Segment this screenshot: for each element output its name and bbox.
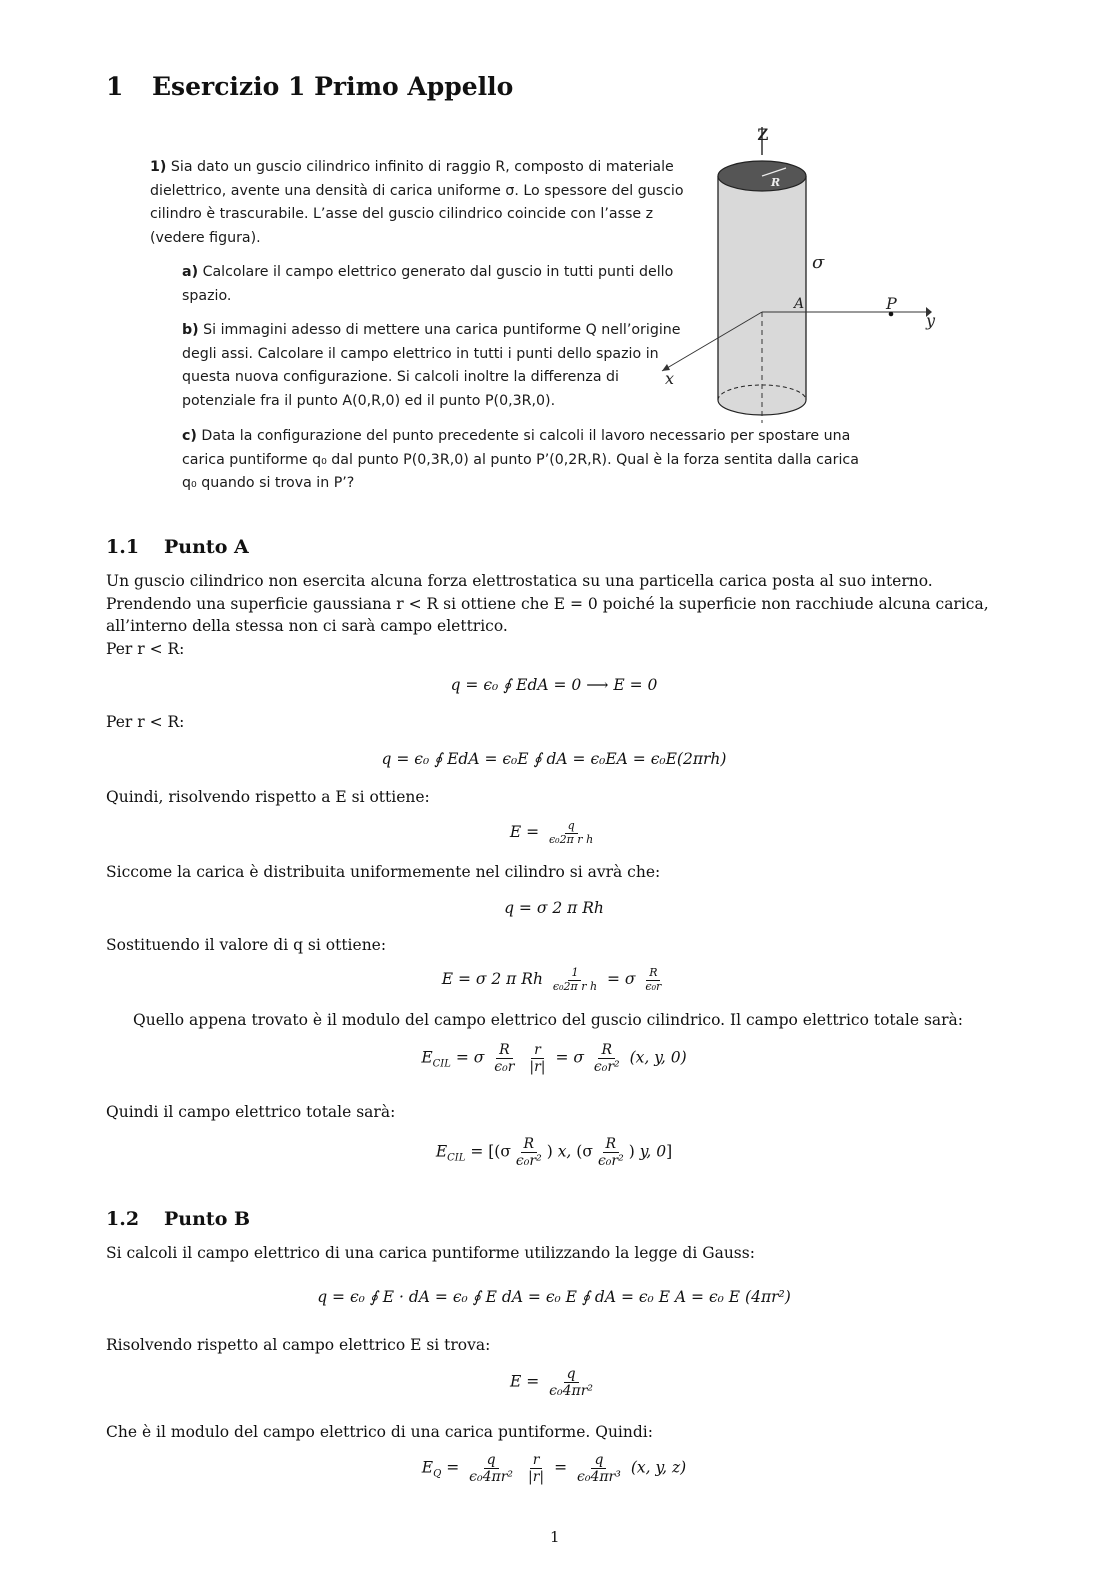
- eq-subscript: CIL: [447, 1152, 466, 1164]
- problem-part-a: [182, 261, 673, 308]
- part-c-label: c): [182, 428, 197, 444]
- eq-lhs: E: [421, 1048, 433, 1067]
- paragraph-line: Siccome la carica è distribuita uniformemente nel cilindro si avrà che:: [106, 863, 661, 881]
- eq-mid: = σ: [606, 970, 636, 989]
- x-axis-label: x: [665, 369, 675, 388]
- intro-line: dielettrico, avente una densità di carica uniforme σ. Lo spessore del guscio: [150, 182, 684, 199]
- case-label: Per r < R:: [106, 713, 185, 731]
- radius-label: R: [771, 176, 781, 189]
- part-b-line: potenziale fra il punto A(0,R,0) ed il punto P(0,3R,0).: [182, 392, 556, 409]
- frac-numerator: q: [591, 1452, 606, 1469]
- equation-charge: q = σ 2 π Rh: [504, 899, 604, 917]
- subsection-heading-a: [106, 536, 249, 558]
- subsection-heading-b: [106, 1208, 250, 1230]
- eq-tail: (x, y, 0): [629, 1048, 687, 1067]
- eq-component: x,: [557, 1142, 572, 1161]
- paragraph-line: Sostituendo il valore di q si ottiene:: [106, 936, 387, 954]
- problem-intro: [150, 156, 684, 250]
- equation-gauss-inside: q = ϵ₀ ∮ EdA = 0 ⟶ E = 0: [450, 676, 658, 694]
- y-axis-label: y: [926, 311, 936, 330]
- eq-subscript: CIL: [432, 1058, 451, 1070]
- frac-denominator: ϵ₀r²: [593, 1059, 620, 1076]
- frac-denominator: ϵ₀r²: [515, 1153, 542, 1170]
- equation-e-cil-vector: $E_{CIL} = [(\sigma$ $\frac{R}{\text{ϵ₀r²}}$ ) x, (σ $\frac{R}{\text{ϵ₀r²}}$ ) y, 0]: [435, 1136, 673, 1170]
- frac-denominator: ϵ₀r: [645, 979, 662, 993]
- part-b-line: Si immagini adesso di mettere una carica puntiforme Q nell’origine: [203, 322, 681, 338]
- frac-numerator: R: [598, 1042, 615, 1059]
- problem-part-c: [182, 425, 859, 496]
- eq-mid: = σ: [455, 1048, 485, 1067]
- equation-e-cil: [0, 1042, 1108, 1075]
- equation-e-point: [0, 1366, 1108, 1399]
- subsection-number: 1.1: [106, 536, 140, 558]
- frac-denominator: |r|: [529, 1059, 546, 1076]
- paragraph-line: all’interno della stessa non ci sarà campo elettrico.: [106, 617, 508, 635]
- part-c-line: Data la configurazione del punto precedente si calcoli il lavoro necessario per spostare una: [201, 428, 851, 444]
- intro-line: (vedere figura).: [150, 229, 261, 246]
- paragraph-line: Quindi, risolvendo rispetto a E si ottiene:: [106, 788, 430, 806]
- intro-line: cilindro è trascurabile. L’asse del guscio cilindrico coincide con l’asse z: [150, 206, 654, 222]
- paragraph-line: Risolvendo rispetto al campo elettrico E si trova:: [106, 1336, 491, 1354]
- intro-line: Sia dato un guscio cilindrico infinito di raggio R, composto di materiale: [170, 159, 674, 175]
- eq-lhs: E =: [509, 823, 540, 842]
- point-p-label: P: [886, 294, 897, 313]
- section-title: Esercizio 1 Primo Appello: [152, 72, 514, 101]
- sigma-label: σ: [812, 252, 825, 273]
- frac-denominator: ϵ₀4πr²: [469, 1469, 514, 1486]
- z-axis-label: z: [757, 121, 769, 146]
- frac-denominator: ϵ₀4πr³: [577, 1469, 621, 1486]
- part-b-line: degli assi. Calcolare il campo elettrico in tutti i punti dello spazio in: [182, 345, 659, 362]
- frac-denominator: ϵ₀2π r h: [552, 979, 598, 993]
- frac-numerator: 1: [568, 967, 581, 981]
- paragraph-line: Che è il modulo del campo elettrico di una carica puntiforme. Quindi:: [106, 1423, 653, 1441]
- paragraph-line: Prendendo una superficie gaussiana r < R si ottiene che E = 0 poiché la superficie non racchiude alcuna carica,: [106, 594, 989, 613]
- frac-numerator: R: [646, 967, 660, 981]
- subsection-title: Punto B: [164, 1208, 251, 1230]
- part-b-label: b): [182, 322, 199, 338]
- part-b-line: questa nuova configurazione. Si calcoli inoltre la differenza di: [182, 369, 619, 385]
- part-c-line: q₀ quando si trova in P’?: [182, 475, 355, 491]
- section-number: 1: [106, 72, 124, 101]
- eq-component: y, 0: [639, 1142, 667, 1161]
- eq-lhs: E: [435, 1142, 448, 1161]
- part-a-line: spazio.: [182, 287, 232, 304]
- eq-lhs: E = σ 2 π Rh: [441, 970, 543, 989]
- frac-denominator: ϵ₀r: [494, 1059, 515, 1076]
- frac-numerator: r: [530, 1452, 543, 1469]
- frac-numerator: R: [521, 1136, 538, 1153]
- intro-label: 1): [150, 159, 167, 175]
- eq-mid: = σ: [555, 1048, 584, 1067]
- eq-lhs: E: [421, 1458, 434, 1477]
- equation-substitution: [0, 967, 1108, 993]
- frac-denominator: ϵ₀r²: [597, 1153, 624, 1170]
- frac-numerator: R: [496, 1042, 513, 1059]
- eq-tail: (x, y, z): [630, 1458, 687, 1477]
- frac-numerator: R: [603, 1136, 620, 1153]
- part-a-line: Calcolare il campo elettrico generato dal guscio in tutti punti dello: [202, 264, 674, 280]
- equation-e-field: [0, 820, 1108, 846]
- equation-e-q-vector: $E_Q$ = $\frac{q}{\text{ϵ₀4πr²}}$ $\frac{r}{|r|}$ = $\frac{q}{\text{ϵ₀4πr³}}$ (x, y, z): [421, 1452, 687, 1486]
- frac-numerator: q: [564, 1366, 579, 1383]
- frac-denominator: ϵ₀2π r h: [549, 832, 594, 846]
- cylinder-figure: [640, 115, 960, 425]
- paragraph-line: Un guscio cilindrico non esercita alcuna forza elettrostatica su una particella carica posta al suo interno.: [106, 572, 933, 590]
- point-a-label: A: [794, 296, 805, 312]
- part-c-line: carica puntiforme q₀ dal punto P(0,3R,0) al punto P’(0,2R,R). Qual è la forza sentita dalla carica: [182, 451, 859, 468]
- eq-subscript: Q: [433, 1468, 442, 1480]
- frac-denominator: ϵ₀4πr²: [549, 1383, 594, 1400]
- eq-lhs: E =: [509, 1372, 540, 1391]
- paragraph-line: Si calcoli il campo elettrico di una carica puntiforme utilizzando la legge di Gauss:: [106, 1244, 755, 1262]
- equation-gauss-outside: q = ϵ₀ ∮ EdA = ϵ₀E ∮ dA = ϵ₀EA = ϵ₀E(2πrh): [381, 750, 727, 768]
- frac-numerator: q: [484, 1452, 499, 1469]
- equation-gauss-point: q = ϵ₀ ∮ E · dA = ϵ₀ ∮ E dA = ϵ₀ E ∮ dA = ϵ₀ E A = ϵ₀ E (4πr²): [317, 1288, 791, 1306]
- case-label: Per r < R:: [106, 639, 185, 658]
- paragraph-line: Quello appena trovato è il modulo del campo elettrico del guscio cilindrico. Il campo elettrico totale sarà:: [133, 1011, 964, 1029]
- part-a-label: a): [182, 264, 199, 280]
- paragraph-line: Quindi il campo elettrico totale sarà:: [106, 1103, 396, 1121]
- problem-part-b: [182, 319, 681, 413]
- frac-denominator: |r|: [527, 1469, 545, 1486]
- subsection-number: 1.2: [106, 1208, 140, 1230]
- paragraph-intro: [106, 570, 989, 660]
- frac-numerator: r: [531, 1042, 544, 1059]
- subsection-title: Punto A: [164, 536, 249, 558]
- page-number: 1: [550, 1528, 560, 1546]
- frac-numerator: q: [565, 820, 578, 834]
- section-heading: [106, 72, 513, 101]
